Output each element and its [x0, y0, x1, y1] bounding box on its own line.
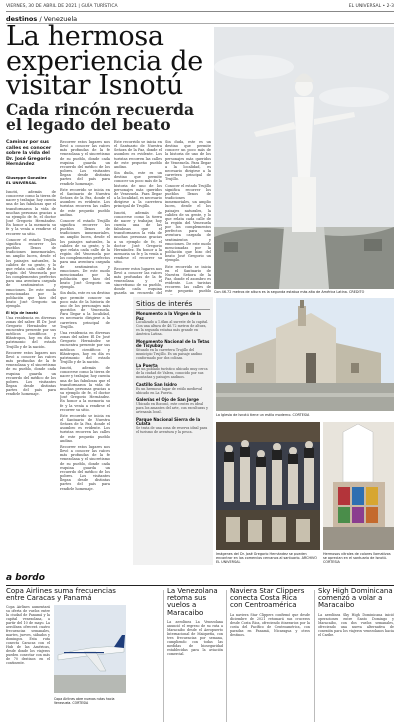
- caption-credit: CORTESIA: [72, 701, 89, 706]
- main-photo-caption: [214, 289, 394, 295]
- caption-text: Con 46.72 metros de altura es la segunda estatua más alta de América Latina.: [214, 290, 348, 294]
- site-desc: Ubicado en Boconó, este centro es ideal para los amantes del arte, con esculturas y artesanía local.: [136, 402, 208, 414]
- church-caption: [216, 412, 394, 418]
- figurines-caption: [216, 551, 320, 565]
- paragraph: Isnotú, además de conocerse como la tierra de nacer y trabajar, hoy cuenta una de las fabulosas que el transformaron la vida de muchas personas gracias a su ejemplo de fe, el doctor José Gregorio Hernández. En honor a la memoria su fe y la venía a rendirse el recorrer su sitio.: [60, 366, 110, 412]
- paragraph: Recorrer estos lugares nos llevó a conocer las raíces más profundas de la fe venezolana y el sincretismo de su pueblo, donde cada esquina guarda un recuerdo del médico de los pobres. Los visitantes llegan desde distintas partes del país para rendirle homenaje.: [60, 444, 110, 491]
- site-name: Castillo San Isidro: [136, 382, 177, 388]
- site-desc: Se trata de una zona de reserva ideal para el turismo de aventura y la pesca.: [136, 425, 208, 434]
- site-desc: Es un hermoso lugar de estilo medieval ubicado en La Puerta.: [136, 386, 203, 395]
- news-headline: La Venezolana retoma sus vuelos a Maracaibo: [167, 587, 218, 617]
- news-body: Copa Airlines aumentará su oferta de vuelos entre la ciudad de Panamá y la capital venezolana, a partir del 10 de mayo. La aerolínea ofrecerá cuatro frecuencias semanales, martes, jueves, sábados y domingos. Esta ruta conecta Caracas con el Hub de las Américas, desde donde los viajeros pueden conectar con más de 70 destinos en el continente.: [6, 605, 50, 666]
- news-item-sky-high: [318, 588, 394, 713]
- paragraph: Sin duda, este es un destino que permite conocer un poco más de la historia de uno de los personajes más queridos de Venezuela. Para llegar a la localidad, es necesario dirigirse a la carretera principal de Trujillo.: [114, 171, 162, 209]
- news-headline: Sky High Dominicana comenzó a volar a Maracaibo: [318, 587, 393, 610]
- site-item: [136, 312, 210, 337]
- site-item: [136, 340, 210, 361]
- news-item-venezolana: [167, 588, 223, 720]
- header-paper: EL UNIVERSAL • 2-3: [348, 4, 394, 9]
- article-deck: Cada rincón recuerda el legado del beato: [6, 100, 195, 134]
- caption-text: Imágenes del Dr. José Gregorio Hernández se pueden encontrar en los comercios cercanos al santuario.: [216, 552, 307, 560]
- figurines-photo: [216, 422, 320, 565]
- sites-title: Sitios de interés: [136, 300, 210, 310]
- byline-outlet: EL UNIVERSAL: [6, 179, 37, 185]
- paragraph: Conocer el estado Trujillo significa recorrer los pueblos llenos de tradiciones inmemoriales, un amplio lucen, desde el los paisajes naturales, la calidez de su gente, y lo que relata cada calle de la región del Venezuela por los complementos perfectos para una aventura cargada de sentimientos y emociones. De este modo mencionadas por la población que hizo del beato José Gregorio un ejemplo.: [165, 183, 211, 263]
- caption-text: Hermosos vitrales de colores llamativos se aprecian en el santuario de Isnotú.: [323, 552, 391, 560]
- paragraph: Recorrer estos lugares nos llevó a conocer las raíces más profundas de la fe venezolana y el sincretismo de su pueblo, donde cada esquina guarda un recuerdo del médico de los pobres. Los visitantes llegan desde distintas partes del país para rendirle homenaje.: [60, 140, 110, 186]
- sites-of-interest-box: [133, 297, 213, 565]
- section-sub: / Venezuela: [39, 15, 78, 23]
- column-separator: [163, 590, 164, 722]
- statue-illustration: [214, 27, 394, 289]
- news-headline: Naviera Star Clippers conecta Costa Rica con Centroamérica: [230, 587, 305, 610]
- paragraph: Sin duda, este es un destino que permite conocer un poco más de la historia de uno de los personajes más queridos de Venezuela. Para llegar a la localidad, es necesario dirigirse a la carretera principal de Trujillo.: [165, 140, 211, 182]
- paragraph: Una residencia en diversas zonas del saber. El Dr. José Gregorio Hernández se encuentra presente por sus médicos científicos y filántropos, hoy en día es patrimonio del estado Trujillo y de la nación.: [6, 315, 56, 349]
- figurines-illustration: [216, 422, 320, 550]
- site-name: Monumento a la Virgen de la Paz: [136, 311, 201, 321]
- site-item: [136, 383, 210, 395]
- church-illustration: [216, 298, 394, 411]
- site-name: Galerías el Ojo de San Jorge: [136, 397, 199, 403]
- caption-text: La Iglesia de Isnotú tiene un estilo moderno.: [216, 413, 292, 417]
- plane-caption: [54, 697, 126, 705]
- subheading: El hijo de Isnotú: [6, 311, 38, 316]
- site-desc: Se un poblado turístico ubicado muy cerca de la ciudad de Valera, conocido por sus montañas y paisajes andinos.: [136, 367, 208, 380]
- article-title: La hermosa experiencia de visitar Isnotú: [6, 21, 203, 101]
- caption-credit: CREDITO: [349, 290, 365, 294]
- news-body: La aerolínea La Venezolana anunció el regreso de su ruta a Maracaibo desde el Aeropuerto Internacional de Maiquetía, con tres frecuencias por semana, cumpliendo con todas las medidas de bioseguridad establecidas para la aviación comercial.: [167, 619, 223, 656]
- column-separator: [314, 590, 315, 722]
- murals-caption: [323, 551, 394, 565]
- column-separator: [226, 590, 227, 722]
- page-header: [6, 4, 394, 12]
- byline-author: Giuseppe González: [6, 175, 47, 180]
- paragraph: Sin duda, este es un destino que permite conocer un poco más de la historia de uno de los personajes más queridos de Venezuela. Para llegar a la localidad, es necesario dirigirse a la carretera principal de Trujillo.: [60, 291, 110, 329]
- abordo-divider: [6, 585, 394, 586]
- site-name: Parque Nacional Sierra de la Culata: [136, 416, 201, 427]
- paragraph: Conocer el estado Trujillo significa recorrer los pueblos llenos de tradiciones inmemoriales, un amplio lucen, desde el los paisajes naturales, la calidez de su gente, y lo que relata cada calle de la región del Venezuela por los complementos perfectos para una aventura cargada de sentimientos y emociones. De este modo mencionadas por la población que hizo del beato José Gregorio un ejemplo.: [60, 218, 110, 290]
- paragraph: Este recorrido se inicia en el Santuario de Nuestra Señora de la Paz, donde el asombro es evidente. Los turistas recorren las calles de este pequeño pueblo andino.: [60, 187, 110, 217]
- site-item: [136, 398, 210, 414]
- paragraph: Este recorrido se inicia en el Santuario de Nuestra Señora de la Paz, donde el asombro es evidente. Los turistas recorren las calles de este pequeño pueblo andino.: [114, 140, 162, 169]
- header-date: VIERNES, 30 DE ABRIL DE 2021 | GUÍA TURÍSTICA: [6, 4, 118, 9]
- caption-credit: ARCHIVO EL UNIVERSAL: [216, 556, 317, 564]
- article-column-1: [6, 190, 56, 565]
- murals-photo: [323, 422, 394, 565]
- article-column-4: [165, 140, 211, 295]
- main-photo-statue: [214, 27, 394, 295]
- news-item-copa: [6, 588, 126, 705]
- article-lead: Caminar por sus calles es conocer sobre la vida del Dr. José Gregorio Hernández: [6, 140, 52, 167]
- airplane-illustration: [54, 605, 126, 693]
- news-item-star-clippers: [230, 588, 310, 713]
- caption-credit: CORTESIA: [292, 413, 310, 417]
- news-headline: Copa Airlines suma frecuencias entre Caracas y Panamá: [6, 587, 116, 603]
- paragraph: Este recorrido se inicia en el Santuario de Nuestra Señora de la Paz, donde el asombro es evidente. Los turistas recorren las calles de este pequeño pueblo: [165, 264, 211, 294]
- caption-text: Copa Airlines abre nuevas rutas hacia Venezuela.: [54, 697, 115, 706]
- news-body: La naviera Star Clippers confirmó que desde diciembre de 2021 retomará sus cruceros desde Costa Rica, ofreciendo itinerarios por la costa del Pacífico de Centroamérica, con paradas en Panamá, Nicaragua y otros destinos.: [230, 612, 310, 637]
- paragraph: Isnotú, además de conocerse como la tierra de nacer y trabajar, hoy cuenta una de las fabulosas que el transformaron la vida de muchas personas gracias a su ejemplo de fe, el doctor José Gregorio Hernández. En honor a la memoria su fe y la venía a rendirse el recorrer su sitio.: [6, 190, 56, 236]
- article-column-3: [114, 140, 162, 295]
- site-name: La Puerta: [136, 362, 158, 368]
- paragraph: Una residencia en diversas zonas del saber. El Dr. José Gregorio Hernández se encuentra presente por sus médicos científicos y filántropos, hoy en día es patrimonio del estado Trujillo y de la nación.: [60, 330, 110, 364]
- abordo-section-title: a bordo: [6, 573, 45, 583]
- paragraph: Este recorrido se inicia en el Santuario de Nuestra Señora de la Paz, donde el asombro es evidente. Los turistas recorren las calles de este pequeño pueblo andino.: [60, 413, 110, 443]
- paragraph: Recorrer estos lugares nos llevó a conocer las raíces más profundas de la fe venezolana y el sincretismo de su pueblo, donde cada esquina guarda un recuerdo del: [114, 266, 162, 295]
- church-photo: [216, 298, 394, 418]
- site-desc: Localizado a 1.6km al sureste de la capital. Con una altura de 46.72 metros de altura, es la segunda estatua más grande en América Latina.: [136, 320, 209, 336]
- site-item: [136, 364, 210, 380]
- murals-illustration: [323, 422, 394, 550]
- paragraph: Conocer el estado Trujillo significa recorrer los pueblos llenos de tradiciones inmemoriales, un amplio lucen, desde el los paisajes naturales, la calidez de su gente, y lo que relata cada calle de la región del Venezuela por los complementos perfectos para una aventura cargada de sentimientos y emociones. De este modo mencionadas por la población que hizo del beato José Gregorio un ejemplo.: [6, 237, 56, 309]
- site-item: [136, 418, 210, 435]
- article-byline: [6, 176, 56, 185]
- site-desc: Situado en la carretera Trujillo del municipio Trujillo. Es un paisaje andino conformado por dos colinas.: [136, 348, 203, 360]
- article-column-2: [60, 140, 110, 565]
- caption-credit: CORTESIA: [323, 560, 340, 564]
- plane-photo: [54, 605, 126, 705]
- paragraph: Isnotú, además de conocerse como la tierra de nacer y trabajar, hoy cuenta una de las fabulosas que el transformaron la vida de muchas personas gracias a su ejemplo de fe, el doctor José Gregorio Hernández. En honor a la memoria su fe y la venía a rendirse el recorrer su sitio.: [114, 210, 162, 265]
- paragraph: Recorrer estos lugares nos llevó a conocer las raíces más profundas de la fe venezolana y el sincretismo de su pueblo, donde cada esquina guarda un recuerdo del médico de los pobres. Los visitantes llegan desde distintas partes del país para rendirle homenaje.: [6, 350, 56, 397]
- section-name: destinos: [6, 15, 38, 23]
- news-body: La aerolínea Sky High Dominicana inició operaciones entre Santo Domingo y Maracaibo, con dos vuelos semanales, ofreciendo una nueva alternativa de conexión para los viajeros venezolanos hacia el Caribe.: [318, 612, 394, 637]
- site-name: Monumento Nacional de la Tetas de Tisyubay: [136, 338, 210, 349]
